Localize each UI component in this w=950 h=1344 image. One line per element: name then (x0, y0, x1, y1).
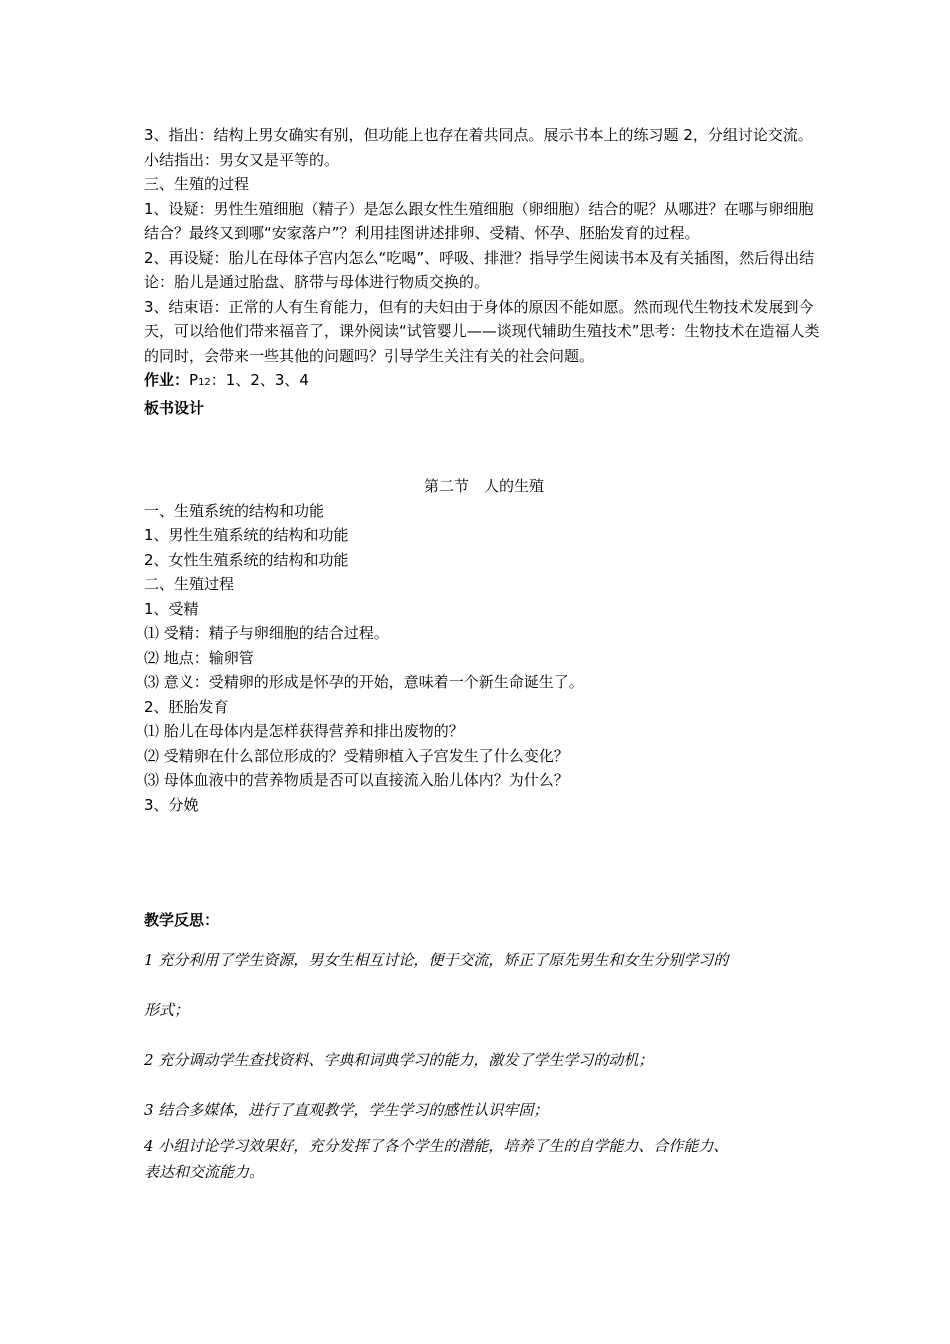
homework-label: 作业： (144, 371, 190, 389)
reflection-item: 2 充分调动学生查找资料、字典和词典学习的能力，激发了学生学习的动机； (144, 1050, 654, 1069)
homework-page-number: 12 (198, 377, 211, 388)
board-line: ⑶ 意义：受精卵的形成是怀孕的开始，意味着一个新生命诞生了。 (144, 673, 584, 691)
board-line: 2、女性生殖系统的结构和功能 (144, 550, 349, 569)
reflection-item: 4 小组讨论学习效果好，充分发挥了各个学生的潜能，培养了生的自学能力、合作能力、 (144, 1136, 729, 1155)
reflection-item: 表达和交流能力。 (144, 1162, 265, 1181)
paragraph-closing: 3、结束语：正常的人有生育能力，但有的夫妇由于身体的原因不能如愿。然而现代生物技术发展到今天，可以给他们带来福音了，课外阅读“试管婴儿——谈现代辅助生殖技术”思考：生物技术在造福人类的同时，会带来一些其他的问题吗？引导学生关注有关的社会问题。 (144, 297, 820, 365)
paragraph-conclusion: 3、指出：结构上男女确实有别，但功能上也存在着共同点。展示书本上的练习题 2，分组讨论交流。小结指出：男女又是平等的。 (144, 126, 813, 169)
paragraph-question-1: 1、设疑：男性生殖细胞（精子）是怎么跟女性生殖细胞（卵细胞）结合的呢？从哪进？在哪与卵细胞结合？最终又到哪“安家落户”？利用挂图讲述排卵、受精、怀孕、胚胎发育的过程。 (144, 199, 814, 242)
board-heading: 第二节 人的生殖 (423, 477, 544, 495)
reflection-item: 形式； (144, 1000, 190, 1019)
homework-exercises: ：1、2、3、4 (210, 371, 309, 389)
section-heading-reproduction-process: 三、生殖的过程 (144, 175, 250, 193)
board-design (144, 474, 824, 817)
board-line: ⑵ 地点：输卵管 (144, 648, 254, 667)
homework-page-prefix: P (189, 371, 199, 389)
board-line: 二、生殖过程 (144, 575, 235, 593)
board-line: 1、男性生殖系统的结构和功能 (144, 526, 349, 544)
board-line: 一、生殖系统的结构和功能 (144, 501, 325, 520)
reflection-item: 1 充分利用了学生资源，男女生相互讨论，便于交流，矫正了原先男生和女生分别学习的 (144, 950, 729, 969)
board-design-title: 板书设计 (144, 398, 205, 417)
board-line: ⑶ 母体血液中的营养物质是否可以直接流入胎儿体内？为什么？ (144, 771, 569, 789)
board-line: 2、胚胎发育 (144, 697, 229, 716)
board-lines (144, 499, 824, 818)
reflection-title: 教学反思： (144, 911, 220, 929)
board-line: 1、受精 (144, 599, 199, 618)
reflection-item: 3 结合多媒体，进行了直观教学，学生学习的感性认识牢固； (144, 1100, 549, 1119)
board-line: ⑴ 受精：精子与卵细胞的结合过程。 (144, 624, 389, 642)
homework-line (144, 368, 824, 396)
board-line: ⑴ 胎儿在母体内是怎样获得营养和排出废物的？ (144, 722, 464, 740)
board-line: 3、分娩 (144, 795, 199, 814)
paragraph-question-2: 2、再设疑：胎儿在母体子宫内怎么“吃喝”、呼吸、排泄？指导学生阅读书本及有关插图，然后得出结论：胎儿是通过胎盘、脐带与母体进行物质交换的。 (144, 248, 815, 291)
lesson-process (144, 123, 824, 420)
teaching-reflection (144, 908, 824, 1185)
board-line: ⑵ 受精卵在什么部位形成的？受精卵植入子宫发生了什么变化？ (144, 746, 569, 765)
